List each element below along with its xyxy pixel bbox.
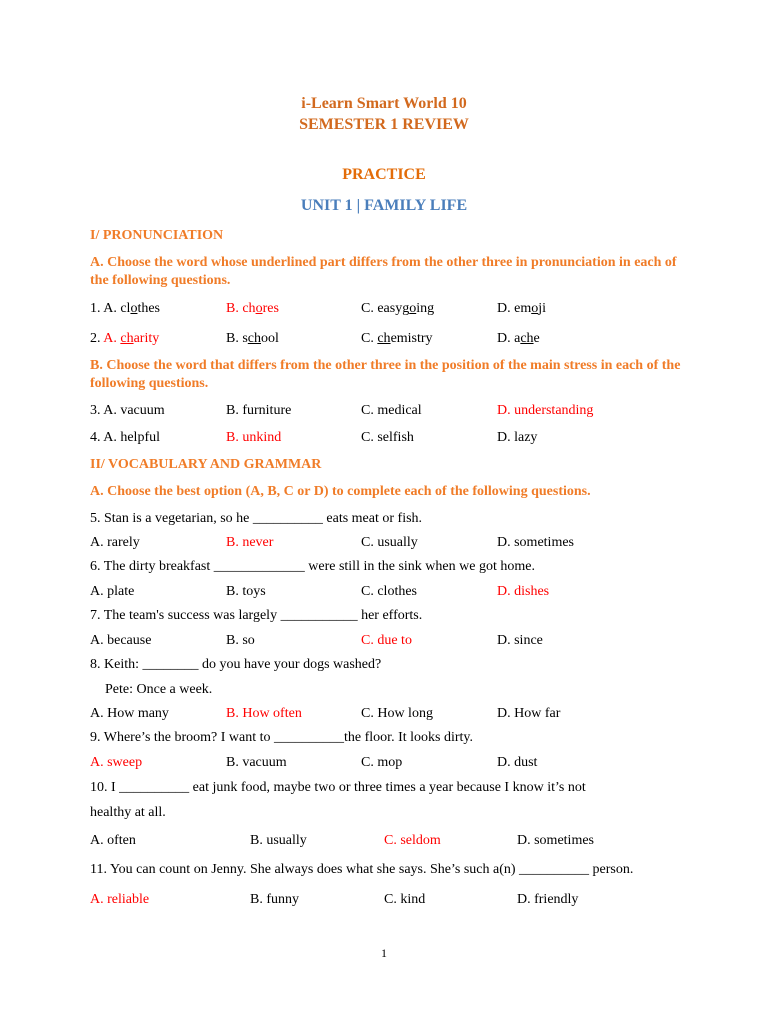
q5-stem: 5. Stan is a vegetarian, so he __________ eats meat or fish. [90,511,423,526]
q1-option-c: C. easygoing [361,301,435,316]
practice-heading: PRACTICE [342,166,426,183]
q3-option-d: D. understanding [497,403,594,418]
q2-option-c: C. chemistry [361,331,433,346]
q9-stem: 9. Where’s the broom? I want to __________the floor. It looks dirty. [90,730,473,745]
q5-option-c: C. usually [361,535,418,550]
q1-option-a: 1. A. clothes [90,301,161,316]
q9-option-d: D. dust [497,755,538,770]
q11-stem: 11. You can count on Jenny. She always does what she says. She’s such a(n) __________ person. [90,862,634,877]
q11-option-d: D. friendly [517,892,579,907]
q6-option-d: D. dishes [497,584,550,599]
q9-option-b: B. vacuum [226,755,287,770]
q10-option-c: C. seldom [384,833,441,848]
q5-option-a: A. rarely [90,535,140,550]
q5-option-b: B. never [226,535,274,550]
instruction-pronunciation-b: B. Choose the word that differs from the other three in the position of the main stress in each of the following questions. [90,358,681,391]
q7-option-c: C. due to [361,633,412,648]
q4-option-d: D. lazy [497,430,538,445]
q4-option-b: B. unkind [226,430,282,445]
q11-option-b: B. funny [250,892,299,907]
q7-stem: 7. The team's success was largely ___________ her efforts. [90,608,423,623]
q9-option-c: C. mop [361,755,403,770]
q3-option-b: B. furniture [226,403,292,418]
q7-option-d: D. since [497,633,543,648]
q10-stem-continued: healthy at all. [90,805,166,820]
q8-option-c: C. How long [361,706,433,721]
q1-option-d: D. emoji [497,301,546,316]
q9-option-a: A. sweep [90,755,143,770]
section-vocabulary: II/ VOCABULARY AND GRAMMAR [90,457,322,472]
q7-option-a: A. because [90,633,152,648]
q8-option-d: D. How far [497,706,561,721]
q8-option-b: B. How often [226,706,302,721]
q11-option-c: C. kind [384,892,426,907]
q8-stem-reply: Pete: Once a week. [105,682,213,697]
q4-option-c: C. selfish [361,430,414,445]
q2-option-b: B. school [226,331,279,346]
q10-option-b: B. usually [250,833,307,848]
q10-option-d: D. sometimes [517,833,594,848]
q5-option-d: D. sometimes [497,535,574,550]
page-number: 1 [381,946,387,960]
q6-option-c: C. clothes [361,584,417,599]
document-subtitle: SEMESTER 1 REVIEW [299,116,469,133]
instruction-vocabulary-a: A. Choose the best option (A, B, C or D) to complete each of the following questions. [90,484,591,499]
document-title: i-Learn Smart World 10 [301,95,467,112]
q8-stem: 8. Keith: ________ do you have your dogs washed? [90,657,382,672]
instruction-pronunciation-a: A. Choose the word whose underlined part differs from the other three in pronunciation in each of the following questions. [90,255,677,288]
q7-option-b: B. so [226,633,255,648]
q10-stem: 10. I __________ eat junk food, maybe two or three times a year because I know it’s not [90,780,586,795]
q6-option-a: A. plate [90,584,135,599]
q8-option-a: A. How many [90,706,169,721]
q6-option-b: B. toys [226,584,266,599]
q6-stem: 6. The dirty breakfast _____________ were still in the sink when we got home. [90,559,535,574]
q10-option-a: A. often [90,833,136,848]
q3-option-a: 3. A. vacuum [90,403,165,418]
unit-heading: UNIT 1 | FAMILY LIFE [300,197,468,214]
q2-option-d: D. ache [497,331,540,346]
q11-option-a: A. reliable [90,892,150,907]
q1-option-b: B. chores [226,301,279,316]
section-pronunciation: I/ PRONUNCIATION [90,228,224,243]
q3-option-c: C. medical [361,403,422,418]
q4-option-a: 4. A. helpful [90,430,160,445]
q2-option-a: 2. A. charity [90,331,160,346]
